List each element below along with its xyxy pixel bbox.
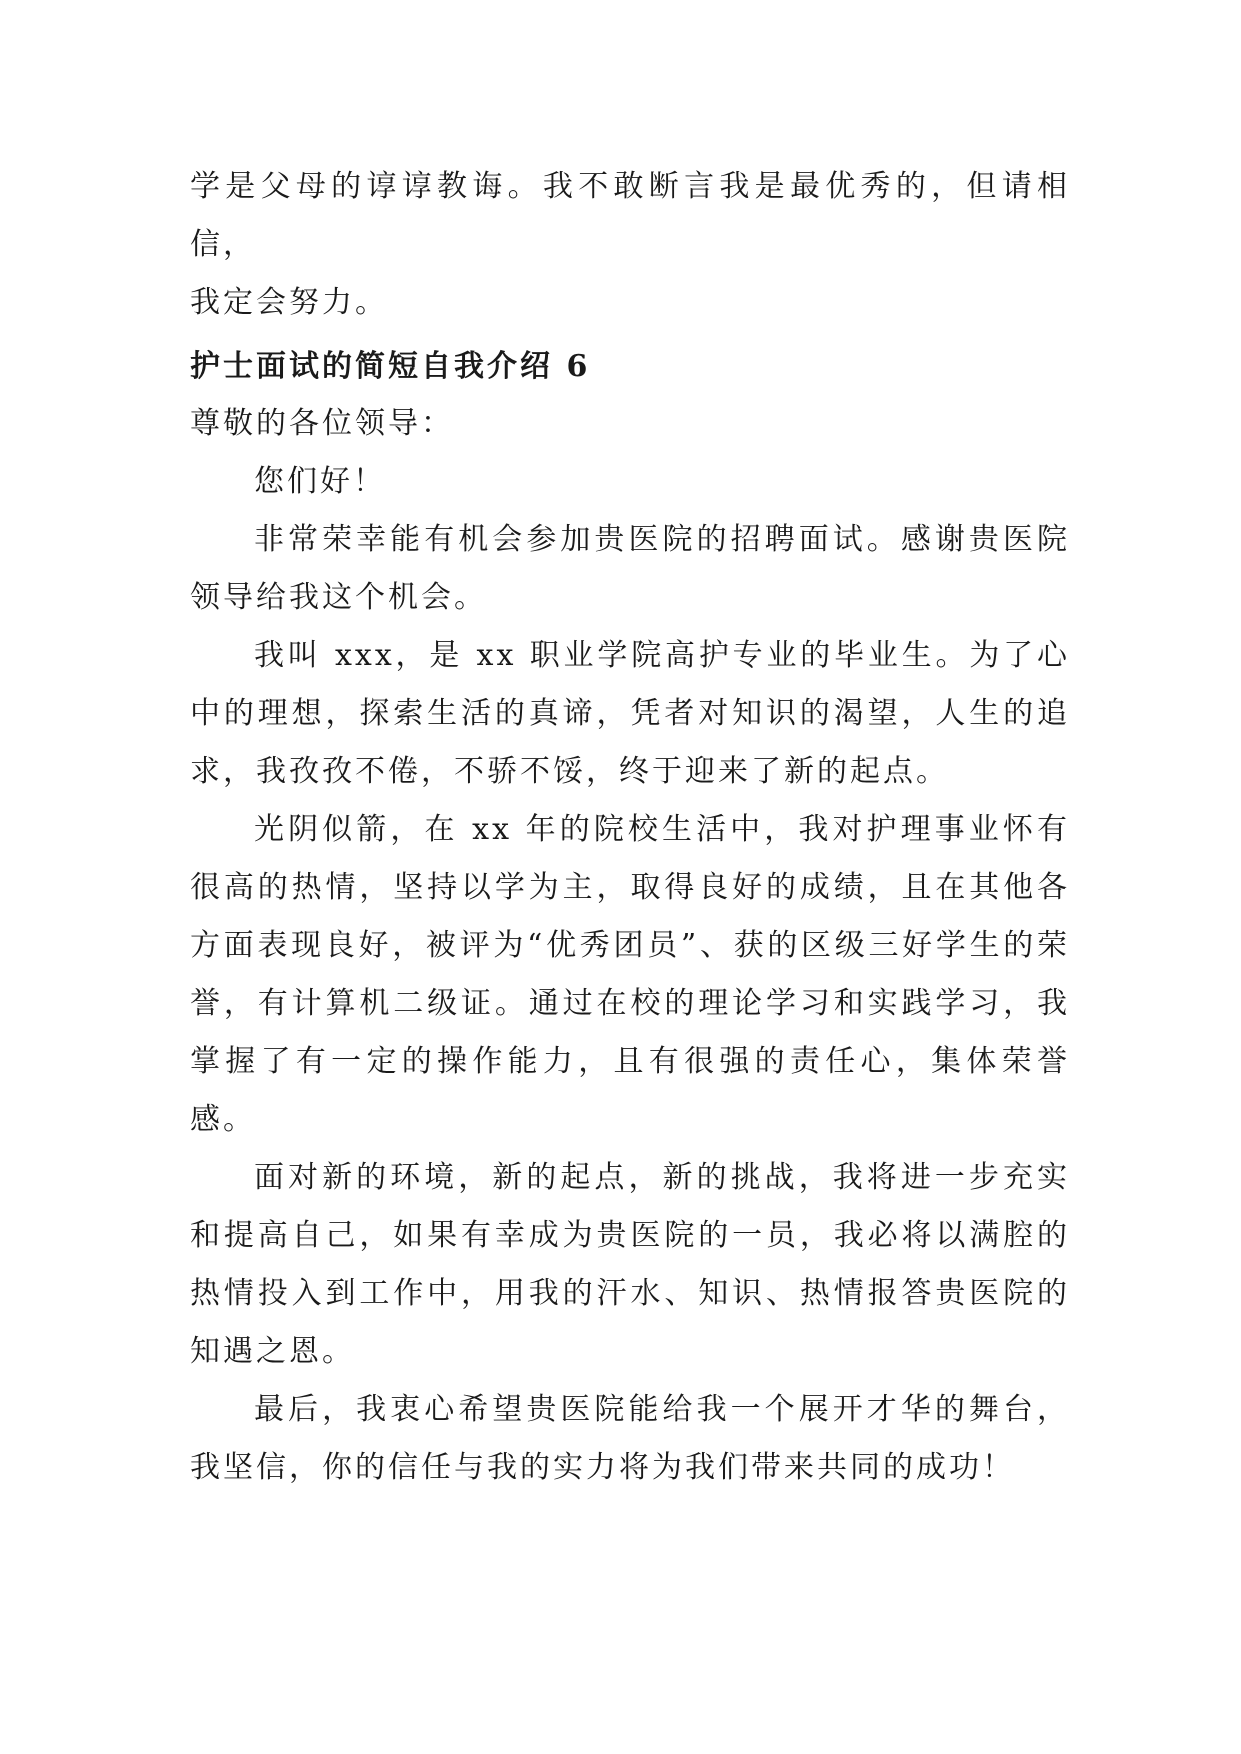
letter-body (190, 395, 1070, 1497)
paragraph-school-life: 光阴似箭，在 xx 年的院校生活中，我对护理事业怀有很高的热情，坚持以学为主，取得良好的成绩，且在其他各方面表现良好，被评为“优秀团员”、获的区级三好学生的荣誉，有计算机二级证。通过在校的理论学习和实践学习，我掌握了有一定的操作能力，且有很强的责任心，集体荣誉感。 (190, 812, 1070, 1137)
paragraph-closing: 最后，我衷心希望贵医院能给我一个展开才华的舞台，我坚信，你的信任与我的实力将为我们带来共同的成功！ (190, 1392, 1070, 1485)
intro-line: 学是父母的谆谆教诲。我不敢断言我是最优秀的，但请相信， (190, 169, 1070, 262)
paragraph-greeting: 您们好！ (254, 464, 386, 499)
paragraph-introduction: 我叫 xxx，是 xx 职业学院高护专业的毕业生。为了心中的理想，探索生活的真谛，凭者对知识的渴望，人生的追求，我孜孜不倦，不骄不馁，终于迎来了新的起点。 (190, 638, 1070, 789)
section-title: 护士面试的简短自我介绍 6 (190, 349, 591, 384)
intro-paragraph (190, 158, 1070, 332)
intro-line: 我定会努力。 (190, 285, 388, 320)
paragraph-commitment: 面对新的环境，新的起点，新的挑战，我将进一步充实和提高自己，如果有幸成为贵医院的一员，我必将以满腔的热情投入到工作中，用我的汗水、知识、热情报答贵医院的知遇之恩。 (190, 1160, 1070, 1369)
paragraph-thanks: 非常荣幸能有机会参加贵医院的招聘面试。感谢贵医院领导给我这个机会。 (190, 522, 1070, 615)
salutation: 尊敬的各位领导： (190, 406, 454, 441)
